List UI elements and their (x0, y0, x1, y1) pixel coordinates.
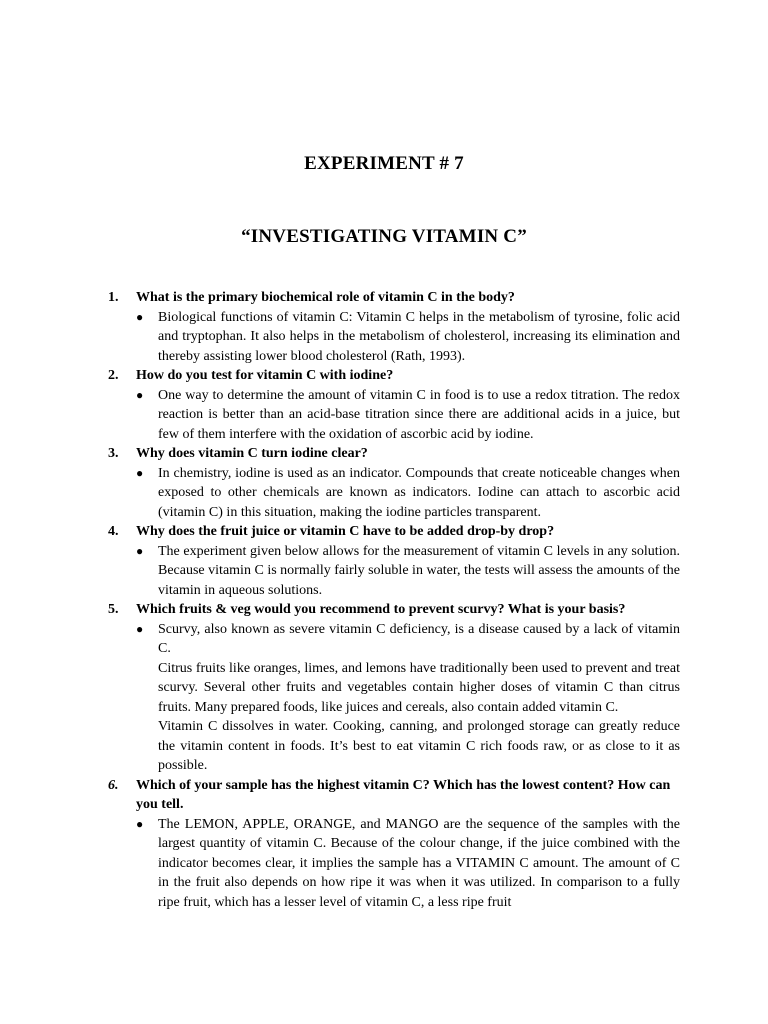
bullet-icon: ● (136, 465, 144, 480)
answer-paragraph: One way to determine the amount of vitamin C in food is to use a redox titration. The redox reaction is better than an acid-base titration since there are additional acids in a juice, but few of them interfere with the oxidation of ascorbic acid by iodine. (158, 387, 680, 442)
bullet-icon: ● (136, 621, 144, 636)
question-number: 3. (108, 446, 119, 461)
bullet-icon: ● (136, 543, 144, 558)
answer-paragraph: Biological functions of vitamin C: Vitamin C helps in the metabolism of tyrosine, folic acid and tryptophan. It also helps in the metabolism of cholesterol, increasing its elimination and thereby assisting lower blood cholesterol (Rath, 1993). (158, 309, 680, 364)
question-number: 6. (108, 777, 119, 793)
bullet-icon: ● (136, 816, 144, 831)
question-text: How do you test for vitamin C with iodine? (136, 368, 394, 383)
answer-bullet (136, 464, 680, 523)
answer-paragraph: Vitamin C dissolves in water. Cooking, canning, and prolonged storage can greatly reduce the vitamin content in foods. It’s best to eat vitamin C rich foods raw, or as close to it as possible. (158, 719, 680, 773)
question-number: 4. (108, 524, 119, 539)
question-item-4 (108, 522, 680, 600)
question-item-3 (108, 444, 680, 522)
answer-paragraph: In chemistry, iodine is used as an indicator. Compounds that create noticeable changes when exposed to other chemicals are known as indicators. Iodine can attach to ascorbic acid (vitamin C) in this situation, making the iodine particles transparent. (158, 465, 680, 520)
page-subtitle: “INVESTIGATING VITAMIN C” (241, 226, 527, 247)
answer-bullet (136, 308, 680, 367)
question-item-6 (108, 776, 680, 913)
question-text: Why does vitamin C turn iodine clear? (136, 446, 368, 461)
question-number: 2. (108, 368, 119, 383)
question-item-1 (108, 288, 680, 366)
question-text: Which of your sample has the highest vitamin C? Which has the lowest content? How can you tell. (136, 777, 671, 812)
bullet-icon: ● (136, 309, 144, 324)
page-title: EXPERIMENT # 7 (304, 153, 464, 174)
answer-paragraph: Citrus fruits like oranges, limes, and lemons have traditionally been used to prevent and treat scurvy. Several other fruits and vegetables contain higher doses of vitamin C than citrus fruits. Many prepared foods, like juices and cereals, also contain added vitamin C. (158, 660, 680, 715)
question-item-5 (108, 600, 680, 776)
question-text: Which fruits & veg would you recommend to prevent scurvy? What is your basis? (136, 602, 626, 617)
answer-paragraph: The experiment given below allows for the measurement of vitamin C levels in any solution. Because vitamin C is normally fairly soluble in water, the tests will assess the amounts of the vitamin in aqueous solutions. (158, 543, 680, 598)
answer-paragraph: Scurvy, also known as severe vitamin C deficiency, is a disease caused by a lack of vitamin C. (158, 621, 680, 656)
answer-bullet (136, 386, 680, 445)
question-item-2 (108, 366, 680, 444)
question-number: 1. (108, 290, 119, 305)
answer-paragraph: The LEMON, APPLE, ORANGE, and MANGO are the sequence of the samples with the largest quantity of vitamin C. Because of the colour change, if the juice combined with the indicator becomes clear, it implies the sample has a VITAMIN C amount. The amount of C in the fruit also depends on how ripe it was when it was utilized. In comparison to a fully ripe fruit, which has a lesser level of vitamin C, a less ripe fruit (158, 816, 680, 910)
answer-bullet (136, 542, 680, 601)
answer-bullet (136, 620, 680, 776)
question-text: What is the primary biochemical role of vitamin C in the body? (136, 290, 515, 305)
question-number: 5. (108, 602, 119, 617)
answer-bullet (136, 815, 680, 913)
question-list (108, 288, 680, 912)
bullet-icon: ● (136, 387, 144, 402)
question-text: Why does the fruit juice or vitamin C have to be added drop-by drop? (136, 524, 555, 539)
